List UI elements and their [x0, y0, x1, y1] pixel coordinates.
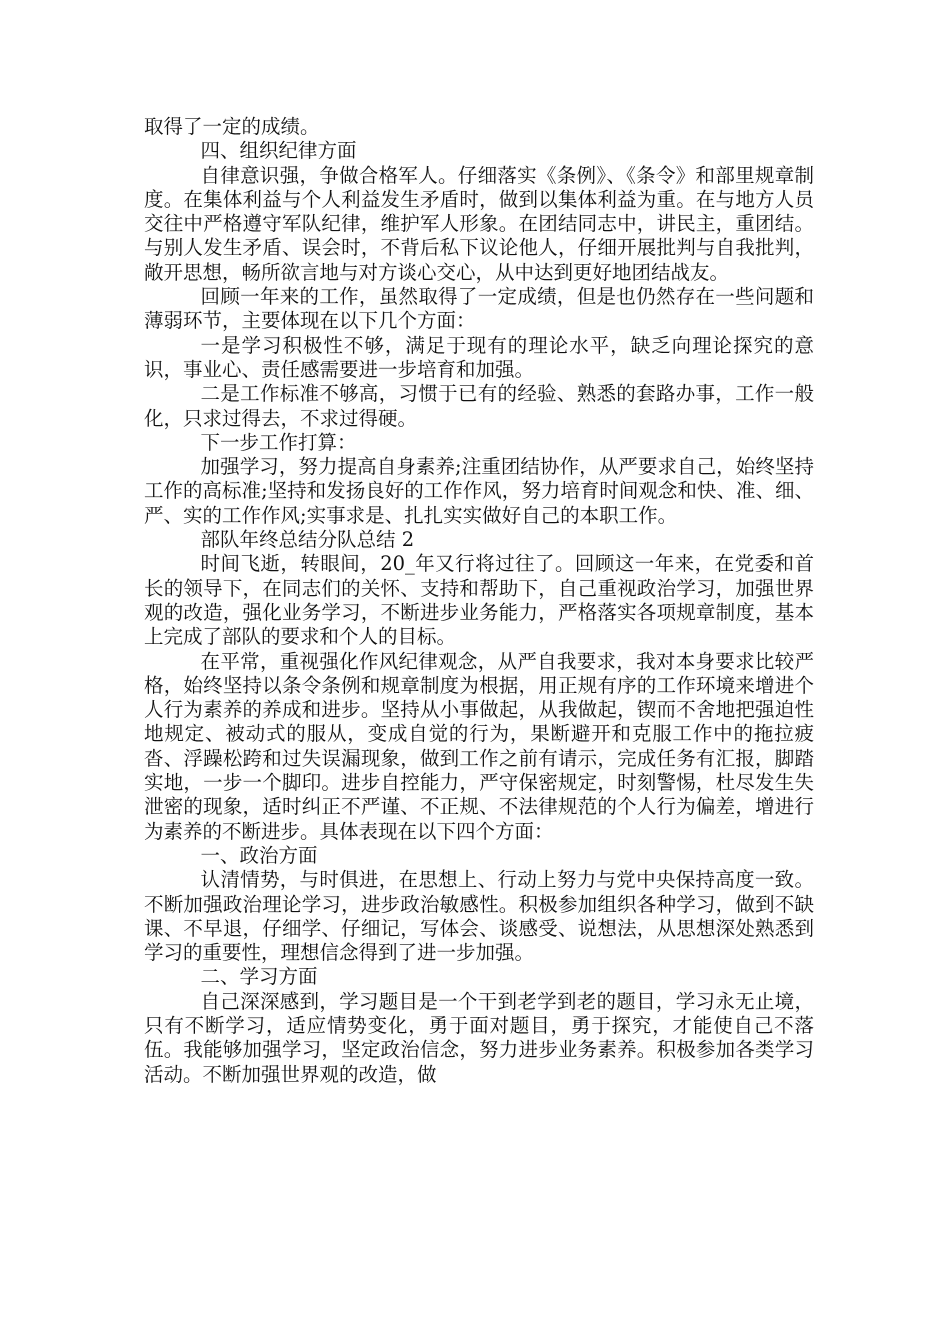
section-heading-study: 二、学习方面	[200, 965, 318, 989]
paragraph-politics: 认清情势，与时俱进，在思想上、行动上努力与党中央保持高度一致。不断加强政治理论学习，进步政治敏感性。积极参加组织各种学习，做到不缺课、不早退，仔细学、仔细记，写体会、谈感受、说想法，从思想深处熟悉到学习的重要性，理想信念得到了进一步加强。	[144, 868, 814, 965]
paragraph-continuation: 取得了一定的成绩。	[144, 115, 320, 138]
paragraph-discipline-concept: 在平常，重视强化作风纪律观念，从严自我要求，我对本身要求比较严格，始终坚持以条令条例和规章制度为根据，用正规有序的工作环境来增进个人行为素养的养成和进步。坚持从小事做起，从我做起，锲而不舍地把强迫性地规定、被动式的服从，变成自觉的行为，果断避开和克服工作中的拖拉疲沓、浮躁松跨和过失误漏现象，做到工作之前有请示，完成任务有汇报，脚踏实地，一步一个脚印。进步自控能力，严守保密规定，时刻警惕，杜尽发生失泄密的现象，适时纠正不严谨、不正规、不法律规范的个人行为偏差，增进行为素养的不断进步。具体表现在以下四个方面：	[144, 649, 814, 843]
document-body	[144, 115, 814, 1087]
paragraph-issue-one: 一是学习积极性不够，满足于现有的理论水平，缺乏向理论探究的意识，事业心、责任感需要进一步培育和加强。	[144, 333, 814, 381]
paragraph-next-plan: 加强学习，努力提高自身素养;注重团结协作，从严要求自己，始终坚持工作的高标准;坚持和发扬良好的工作作风，努力培育时间观念和快、准、细、严、实的工作作风;实事求是、扎扎实实做好自己的本职工作。	[144, 455, 814, 527]
section-heading-discipline: 四、组织纪律方面	[200, 139, 357, 163]
section-heading-politics: 一、政治方面	[200, 843, 318, 867]
section-title-summary-2: 部队年终总结分队总结 2	[200, 528, 415, 552]
section-heading-next-plan: 下一步工作打算：	[200, 430, 357, 454]
paragraph-study: 自己深深感到，学习题目是一个干到老学到老的题目，学习永无止境，只有不断学习，适应情势变化，勇于面对题目，勇于探究，才能使自己不落伍。我能够加强学习，坚定政治信念，努力进步业务素养。积极参加各类学习活动。不断加强世界观的改造，做	[144, 989, 814, 1086]
paragraph-issue-two: 二是工作标准不够高，习惯于已有的经验、熟悉的套路办事，工作一般化，只求过得去，不求过得硬。	[144, 382, 814, 430]
paragraph-discipline: 自律意识强，争做合格军人。仔细落实《条例》、《条令》和部里规章制度。在集体利益与个人利益发生矛盾时，做到以集体利益为重。在与地方人员交往中严格遵守军队纪律，维护军人形象。在团结同志中，讲民主，重团结。与别人发生矛盾、误会时，不背后私下议论他人，仔细开展批判与自我批判，敞开思想，畅所欲言地与对方谈心交心，从中达到更好地团结战友。	[144, 163, 814, 284]
paragraph-review: 回顾一年来的工作，虽然取得了一定成绩，但是也仍然存在一些问题和薄弱环节，主要体现在以下几个方面：	[144, 285, 814, 333]
paragraph-year-review: 时间飞逝，转眼间，20_年又行将过往了。回顾这一年来，在党委和首长的领导下，在同志们的关怀、支持和帮助下，自己重视政治学习，加强世界观的改造，强化业务学习，不断进步业务能力，严格落实各项规章制度，基本上完成了部队的要求和个人的目标。	[144, 552, 814, 649]
